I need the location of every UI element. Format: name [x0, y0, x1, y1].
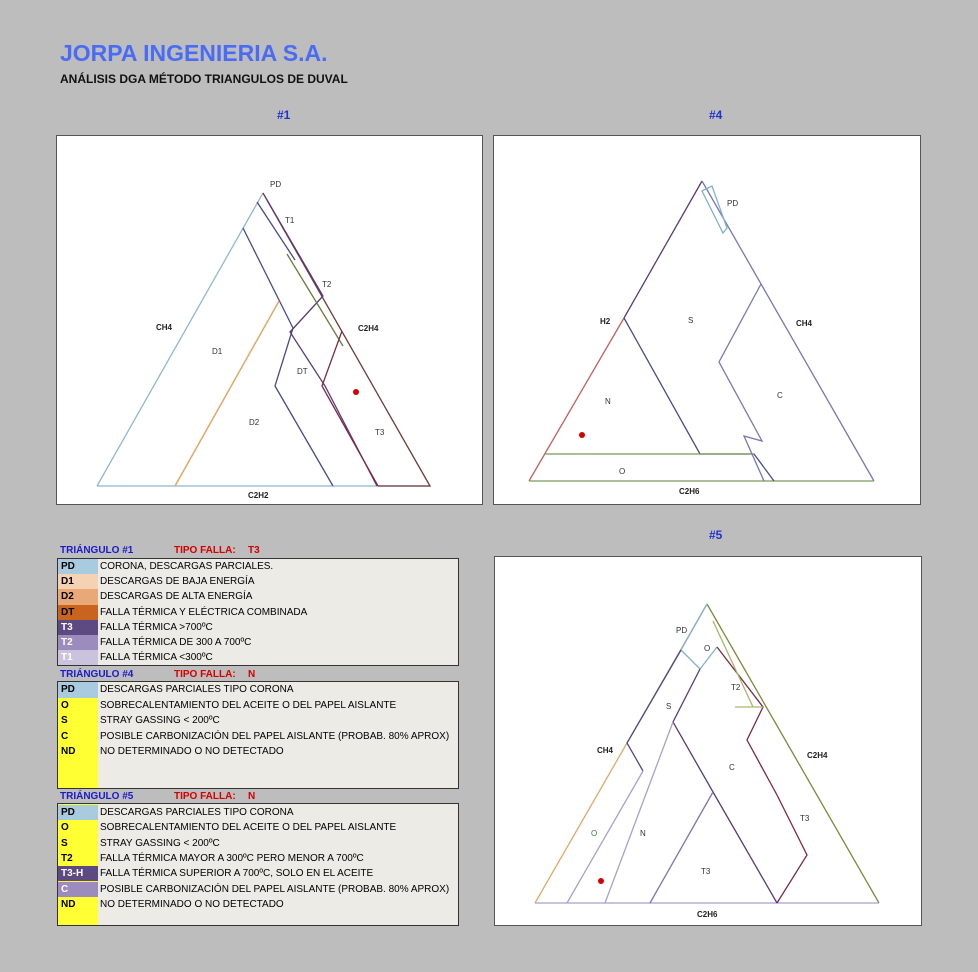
- legend-code: PD: [58, 559, 98, 574]
- zone-label-n: N: [605, 397, 611, 406]
- legend1-box: [57, 558, 459, 666]
- legend-description: FALLA TÉRMICA DE 300 A 700ºC: [100, 637, 252, 648]
- legend-row: [58, 682, 458, 698]
- t1-zone-t3-border: [322, 331, 378, 486]
- axis-label-ch4: CH4: [597, 746, 614, 755]
- legend-row: [58, 620, 458, 635]
- legend-description: FALLA TÉRMICA SUPERIOR A 700ºC, SOLO EN EL ACEITE: [100, 868, 374, 880]
- legend-description: STRAY GASSING < 200ºC: [100, 837, 220, 849]
- zone-label-pd: PD: [270, 180, 282, 189]
- t4-edge-right: [702, 181, 874, 481]
- legend1-header: [60, 545, 460, 558]
- legend5-fault-value: N: [248, 791, 256, 802]
- chart1-label: #1: [277, 108, 291, 122]
- zone-label-s: S: [666, 702, 672, 711]
- report-subtitle: ANÁLISIS DGA MÉTODO TRIANGULOS DE DUVAL: [60, 72, 348, 86]
- legend-description: DESCARGAS DE BAJA ENERGÍA: [100, 576, 255, 588]
- axis-label-c2h6: C2H6: [697, 910, 718, 919]
- measurement-point: [353, 389, 359, 395]
- t5-edge-right: [707, 604, 879, 903]
- legend-row: [58, 729, 458, 745]
- triangle-4-chart: [494, 136, 922, 506]
- legend-row: [58, 820, 458, 835]
- legend-code: S: [58, 836, 98, 851]
- legend-code: S: [58, 713, 98, 729]
- legend-description: FALLA TÉRMICA >700ºC: [100, 621, 213, 633]
- zone-label-pd: PD: [727, 199, 739, 208]
- legend-code: C: [58, 729, 98, 745]
- legend-code: D2: [58, 589, 98, 604]
- legend-description: FALLA TÉRMICA MAYOR A 300ºC PERO MENOR A 700ºC: [100, 852, 364, 864]
- legend-row: [58, 805, 458, 820]
- legend-description: POSIBLE CARBONIZACIÓN DEL PAPEL AISLANTE (PROBAB. 80% APROX): [100, 883, 450, 895]
- legend-description: DESCARGAS DE ALTA ENERGÍA: [100, 591, 253, 603]
- legend-description: FALLA TÉRMICA Y ELÉCTRICA COMBINADA: [100, 606, 308, 618]
- legend-row: [58, 897, 458, 912]
- t5-zone-t2-border: [713, 621, 753, 707]
- triangle-1-panel: [56, 135, 483, 505]
- t1-zone-pd: [257, 202, 295, 260]
- t5-zone-pd: [681, 604, 717, 669]
- chart5-label: #5: [709, 528, 723, 542]
- legend5-box: [57, 803, 459, 926]
- legend-description: DESCARGAS PARCIALES TIPO CORONA: [100, 807, 294, 818]
- legend-row: [58, 713, 458, 729]
- axis-label-c2h6: C2H6: [679, 487, 700, 496]
- measurement-point: [579, 432, 585, 438]
- zone-label-dt: DT: [297, 367, 308, 376]
- zone-label-o: O: [619, 467, 626, 476]
- legend-row: [58, 698, 458, 714]
- legend-description: SOBRECALENTAMIENTO DEL ACEITE O DEL PAPEL AISLANTE: [100, 822, 397, 834]
- legend-row: [58, 635, 458, 650]
- legend-code: C: [58, 882, 98, 897]
- legend-description: FALLA TÉRMICA <300ºC: [100, 652, 213, 664]
- axis-label-c2h2: C2H2: [248, 491, 269, 500]
- legend-description: SOBRECALENTAMIENTO DEL ACEITE O DEL PAPEL AISLANTE: [100, 699, 397, 711]
- chart4-label: #4: [709, 108, 723, 122]
- zone-label-c: C: [729, 763, 735, 772]
- t1-edge-left: [97, 193, 263, 486]
- legend-code: O: [58, 820, 98, 835]
- legend-row: [58, 589, 458, 604]
- legend4-fault-label: TIPO FALLA:: [174, 669, 236, 680]
- legend-code: PD: [58, 805, 98, 820]
- legend-description: POSIBLE CARBONIZACIÓN DEL PAPEL AISLANTE (PROBAB. 80% APROX): [100, 730, 450, 742]
- triangle-1-chart: [57, 136, 484, 506]
- legend-row: [58, 650, 458, 665]
- legend-row: [58, 866, 458, 881]
- zone-label-t3: T3: [375, 428, 385, 437]
- zone-label-t2: T2: [731, 683, 741, 692]
- axis-label-h2: H2: [600, 317, 611, 326]
- t5-zone-t3-left: [650, 792, 713, 903]
- legend-code: T1: [58, 650, 98, 665]
- zone-label-pd: PD: [676, 626, 688, 635]
- legend1-fault-value: T3: [248, 545, 260, 556]
- legend1-title: TRIÁNGULO #1: [60, 545, 134, 556]
- measurement-point: [598, 878, 604, 884]
- axis-label-ch4: CH4: [156, 323, 173, 332]
- legend-code: T2: [58, 635, 98, 650]
- legend-code: ND: [58, 744, 98, 760]
- legend-code: T3-H: [58, 866, 98, 881]
- t4-zone-n-border: [624, 318, 774, 481]
- company-title: JORPA INGENIERIA S.A.: [60, 40, 328, 66]
- t5-zone-n-left: [605, 722, 673, 903]
- t5-zone-o-left: [567, 771, 643, 903]
- t1-zone-d1-dt: [243, 228, 333, 486]
- legend-row: [58, 574, 458, 589]
- triangle-5-chart: [495, 557, 923, 927]
- legend-description: STRAY GASSING < 200ºC: [100, 715, 220, 726]
- zone-label-d1: D1: [212, 347, 223, 356]
- axis-label-c2h4: C2H4: [807, 751, 828, 760]
- zone-label-s: S: [688, 316, 694, 325]
- axis-label-ch4: CH4: [796, 319, 813, 328]
- legend5-fault-label: TIPO FALLA:: [174, 791, 236, 802]
- t1-zone-d2-border: [175, 301, 279, 486]
- legend1-fault-label: TIPO FALLA:: [174, 545, 236, 556]
- legend-row: [58, 851, 458, 866]
- legend4-title: TRIÁNGULO #4: [60, 669, 134, 680]
- zone-label-o-top: O: [704, 644, 711, 653]
- legend-row: [58, 836, 458, 851]
- zone-label-t3-bottom: T3: [701, 867, 711, 876]
- legend5-title: TRIÁNGULO #5: [60, 791, 134, 802]
- legend-code: O: [58, 698, 98, 714]
- t4-zone-pd: [702, 186, 727, 233]
- legend-code: ND: [58, 897, 98, 912]
- zone-label-t3-right: T3: [800, 814, 810, 823]
- legend-row: [58, 605, 458, 620]
- legend-code: T3: [58, 620, 98, 635]
- legend-row: [58, 744, 458, 760]
- t5-zone-s-border: [627, 650, 681, 771]
- legend4-box: [57, 681, 459, 789]
- zone-label-d2: D2: [249, 418, 260, 427]
- legend-code: PD: [58, 682, 98, 698]
- legend-description: CORONA, DESCARGAS PARCIALES.: [100, 561, 274, 572]
- legend-description: NO DETERMINADO O NO DETECTADO: [100, 898, 284, 910]
- zone-label-c: C: [777, 391, 783, 400]
- zone-label-o: O: [591, 829, 598, 838]
- t1-zone-t2: [287, 254, 343, 346]
- triangle-5-panel: [494, 556, 922, 926]
- legend-code: T2: [58, 851, 98, 866]
- legend-row: [58, 559, 458, 574]
- t4-zone-c-border: [719, 284, 764, 481]
- zone-label-t1: T1: [285, 216, 295, 225]
- legend-code: DT: [58, 605, 98, 620]
- legend4-fault-value: N: [248, 669, 256, 680]
- legend-description: DESCARGAS PARCIALES TIPO CORONA: [100, 684, 294, 695]
- legend-description: NO DETERMINADO O NO DETECTADO: [100, 746, 284, 757]
- axis-label-c2h4: C2H4: [358, 324, 379, 333]
- zone-label-n: N: [640, 829, 646, 838]
- zone-label-t2: T2: [322, 280, 332, 289]
- t4-edge-left-upper: [624, 181, 702, 318]
- legend-code: D1: [58, 574, 98, 589]
- legend-row: [58, 882, 458, 897]
- triangle-4-panel: [493, 135, 921, 505]
